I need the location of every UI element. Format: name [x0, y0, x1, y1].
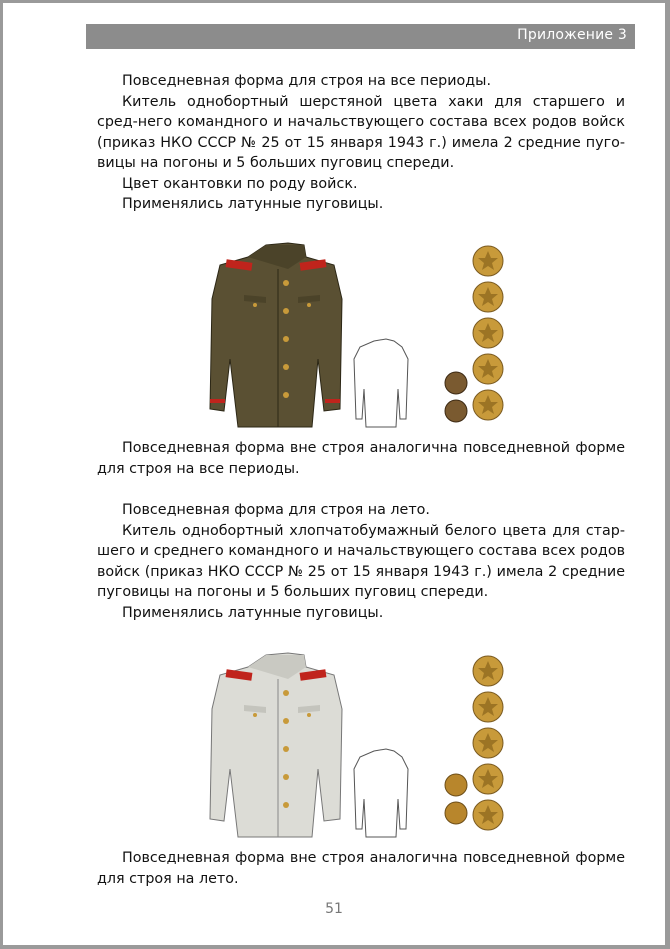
- white-tunic-figure: [208, 649, 518, 844]
- section1-text: [97, 71, 625, 215]
- white-tunic-illustration: [208, 649, 518, 844]
- khaki-tunic-figure: [208, 239, 518, 434]
- header-title: Приложение 3: [517, 27, 627, 43]
- section2-after-text: [97, 848, 625, 889]
- section2-text: [97, 500, 625, 623]
- section2-after: Повседневная форма вне строя аналогична повседневной форме для строя на лето.: [97, 850, 625, 887]
- section1-line-1: Китель однобортный шерстяной цвета хаки для старшего и сред-него командного и начальствующего состава всех родов войск (приказ НКО СССР № 25 от 15 января 1943 г.) имела 2 средние пуго-вицы на погоны и 5 больших пуговиц спереди.: [97, 93, 625, 171]
- page-number: 51: [325, 901, 343, 917]
- section2-line-2: Применялись латунные пуговицы.: [122, 604, 384, 621]
- section1-line-3: Применялись латунные пуговицы.: [122, 196, 384, 212]
- page: [3, 3, 665, 945]
- section1-line-0: Повседневная форма для строя на все периоды.: [122, 73, 492, 89]
- section1-after: Повседневная форма вне строя аналогична повседневной форме для строя на все периоды.: [97, 440, 625, 477]
- khaki-tunic-illustration: [208, 239, 518, 434]
- section1-after-text: [97, 438, 625, 479]
- section2-line-1: Китель однобортный хлопчатобумажный белого цвета для стар-шего и среднего командного и начальствующего состава всех родов войск (приказ НКО СССР № 25 от 15 января 1943 г.) имела 2 средние пуговицы на погоны и 5 больших пуговиц спереди.: [97, 522, 625, 600]
- header-bar: [86, 24, 635, 49]
- section2-line-0: Повседневная форма для строя на лето.: [122, 502, 430, 518]
- section1-line-2: Цвет окантовки по роду войск.: [122, 175, 358, 192]
